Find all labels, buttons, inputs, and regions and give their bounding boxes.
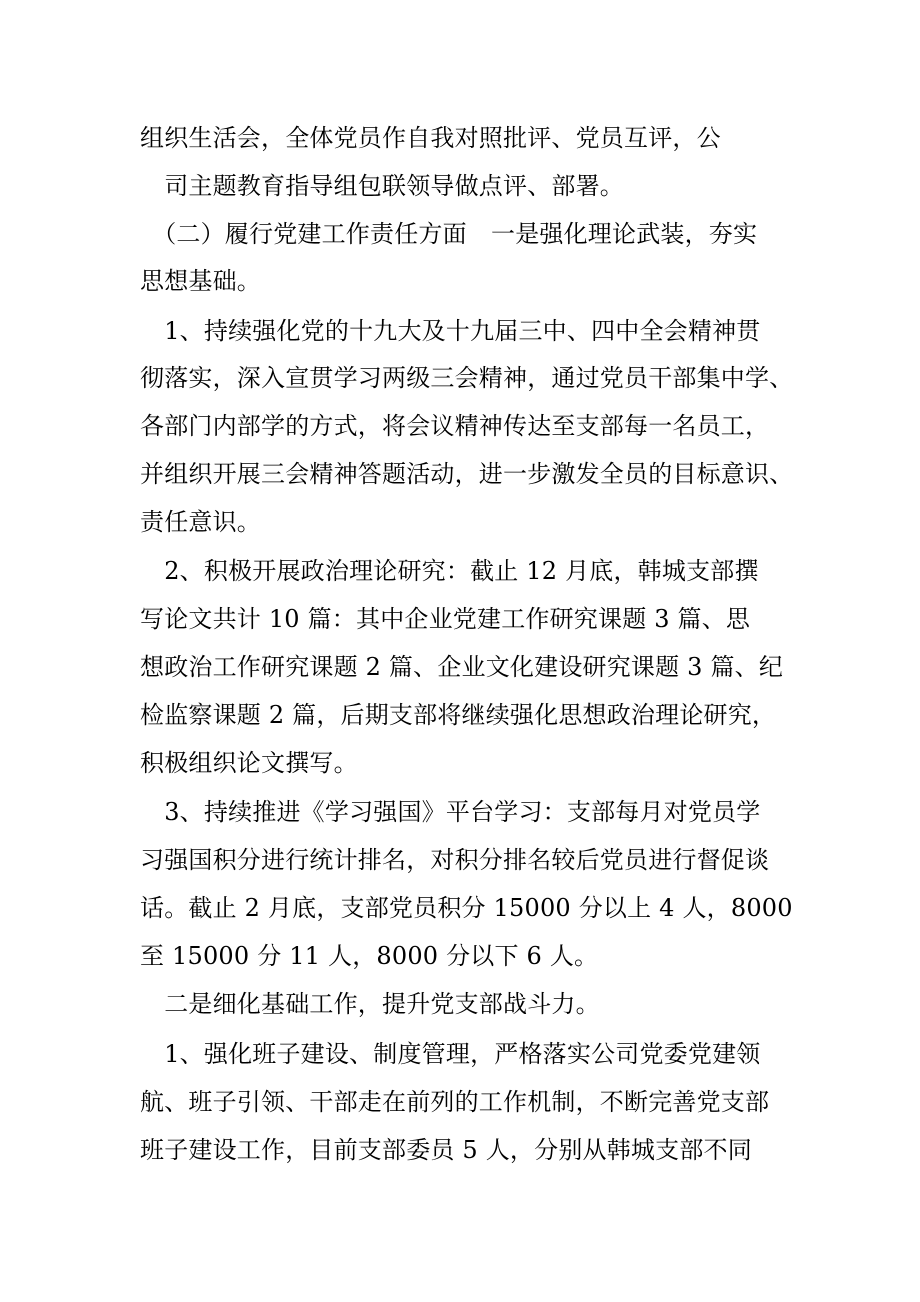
text-line: 想政治工作研究课题 2 篇、企业文化建设研究课题 3 篇、纪 [140, 653, 784, 681]
text-line: 至 15000 分 11 人，8000 分以下 6 人。 [140, 942, 599, 970]
text-line: 积极组织论文撰写。 [140, 749, 358, 777]
text-line: 1、持续强化党的十九大及十九届三中、四中全会精神贯 [140, 317, 761, 345]
text-line: 二是细化基础工作，提升党支部战斗力。 [140, 990, 600, 1018]
text-line: 3、持续推进《学习强国》平台学习：支部每月对党员学 [140, 798, 761, 826]
text-line: 思想基础。 [140, 267, 261, 295]
text-line: 2、积极开展政治理论研究：截止 12 月底，韩城支部撰 [140, 557, 759, 585]
text-line: 责任意识。 [140, 508, 261, 536]
text-line: 写论文共计 10 篇：其中企业党建工作研究课题 3 篇、思 [140, 605, 751, 633]
text-line: 彻落实，深入宣贯学习两级三会精神，通过党员干部集中学、 [140, 364, 794, 392]
text-line: 1、强化班子建设、制度管理，严格落实公司党委党建领 [140, 1040, 761, 1068]
text-line: 并组织开展三会精神答题活动，进一步激发全员的目标意识、 [140, 460, 794, 488]
text-line: 航、班子引领、干部走在前列的工作机制，不断完善党支部 [140, 1088, 770, 1116]
text-line: 习强国积分进行统计排名，对积分排名较后党员进行督促谈 [140, 846, 770, 874]
text-line: 检监察课题 2 篇，后期支部将继续强化思想政治理论研究， [140, 701, 777, 729]
text-line: 司主题教育指导组包联领导做点评、部署。 [140, 172, 624, 200]
text-line: 组织生活会，全体党员作自我对照批评、党员互评，公 [140, 124, 721, 152]
text-line: 话。截止 2 月底，支部党员积分 15000 分以上 4 人，8000 [140, 894, 793, 922]
text-line: 各部门内部学的方式，将会议精神传达至支部每一名员工， [140, 412, 770, 440]
text-line: 班子建设工作，目前支部委员 5 人，分别从韩城支部不同 [140, 1136, 752, 1164]
text-line: （二）履行党建工作责任方面 一是强化理论武装，夯实 [140, 220, 758, 248]
